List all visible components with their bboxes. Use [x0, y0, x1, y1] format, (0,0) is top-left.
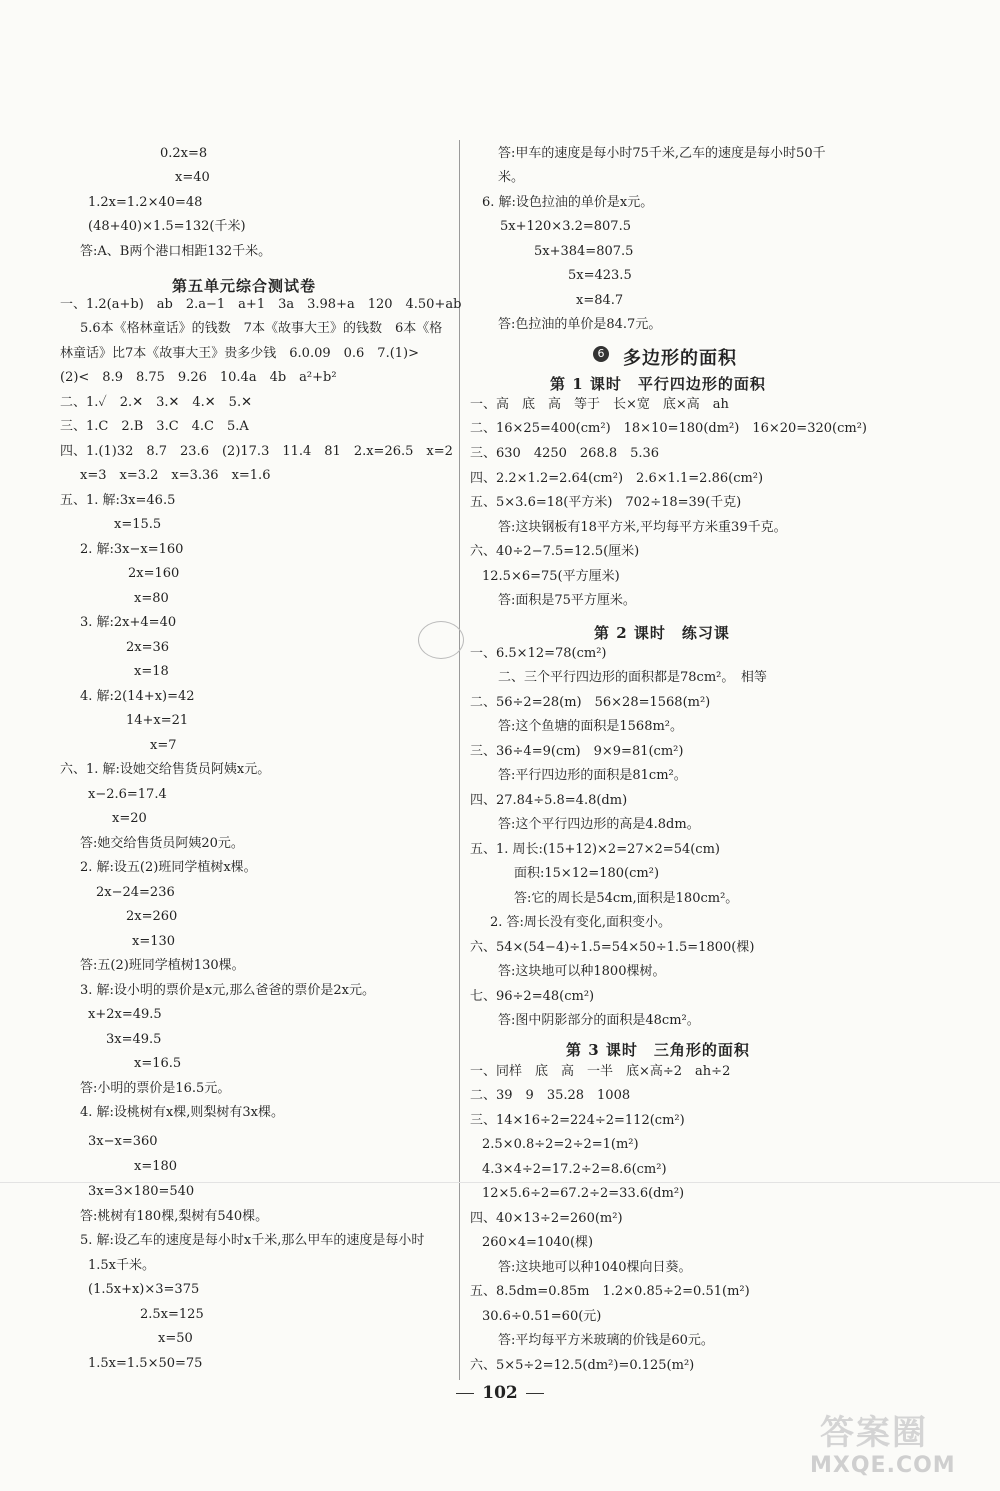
text-line: 260×4=1040(棵) — [482, 1235, 594, 1250]
text-line: 答:这块钢板有18平方米,平均每平方米重39千克。 — [498, 520, 787, 535]
text-line: 5x+384=807.5 — [534, 244, 634, 259]
text-line: 四、2.2×1.2=2.64(cm²) 2.6×1.1=2.86(cm²) — [470, 471, 764, 486]
text-line: 6. 解:设色拉油的单价是x元。 — [482, 195, 654, 210]
text-line: 4.3×4÷2=17.2÷2=8.6(cm²) — [482, 1162, 667, 1177]
text-line: 2. 解:3x−x=160 — [80, 542, 184, 557]
text-line: 二、39 9 35.28 1008 — [470, 1088, 631, 1103]
text-line: 3. 解:2x+4=40 — [80, 615, 177, 630]
page-number — [440, 1383, 560, 1403]
chapter-title: 多边形的面积 — [623, 348, 737, 369]
text-line: 答:桃树有180棵,梨树有540棵。 — [80, 1209, 269, 1224]
text-line: (1.5x+x)×3=375 — [88, 1282, 200, 1297]
text-line: 2x−24=236 — [96, 885, 175, 900]
text-line: x=15.5 — [114, 517, 162, 532]
text-line: 3x−x=360 — [88, 1134, 158, 1149]
text-line: 答:这块地可以种1040棵向日葵。 — [498, 1260, 692, 1275]
text-line: 五、1. 解:3x=46.5 — [60, 493, 176, 508]
text-line: x=50 — [158, 1331, 193, 1346]
page-fold-line — [0, 1182, 1000, 1183]
text-line: 12.5×6=75(平方厘米) — [482, 569, 620, 584]
text-line: 四、1.(1)32 8.7 23.6 (2)17.3 11.4 81 2.x=26.5 x=2 — [60, 444, 453, 459]
text-line: 1.2x=1.2×40=48 — [88, 195, 203, 210]
text-line: 一、高 底 高 等于 长×宽 底×高 ah — [470, 397, 729, 412]
text-line: 答:A、B两个港口相距132千米。 — [80, 244, 272, 259]
text-line: 答:这块地可以种1800棵树。 — [498, 964, 666, 979]
text-line: 三、1.C 2.B 3.C 4.C 5.A — [60, 419, 249, 434]
text-line: 2.5×0.8÷2=2÷2=1(m²) — [482, 1137, 639, 1152]
text-line: 答:这个平行四边形的高是4.8dm。 — [498, 817, 700, 832]
text-line: 六、40÷2−7.5=12.5(厘米) — [470, 544, 640, 559]
text-line: x=130 — [132, 934, 176, 949]
text-line: 三、14×16÷2=224÷2=112(cm²) — [470, 1113, 685, 1128]
text-line: 5x=423.5 — [568, 268, 632, 283]
text-line: 答:平行四边形的面积是81cm²。 — [498, 768, 687, 783]
text-line: x+2x=49.5 — [88, 1007, 162, 1022]
text-line: 六、54×(54−4)÷1.5=54×50÷1.5=1800(棵) — [470, 940, 755, 955]
text-line: 2.5x=125 — [140, 1307, 204, 1322]
text-line: 二、16×25=400(cm²) 18×10=180(dm²) 16×20=320(cm²) — [470, 421, 867, 436]
text-line: x=7 — [150, 738, 177, 753]
page-number-text: 102 — [482, 1383, 518, 1403]
text-line: x=16.5 — [134, 1056, 182, 1071]
text-line: 二、56÷2=28(m) 56×28=1568(m²) — [470, 695, 711, 710]
text-line: 七、96÷2=48(cm²) — [470, 989, 595, 1004]
chapter-number-badge: 6 — [593, 346, 609, 362]
text-line: 答:色拉油的单价是84.7元。 — [498, 317, 662, 332]
text-line: x=18 — [134, 664, 169, 679]
text-line: (2)< 8.9 8.75 9.26 10.4a 4b a²+b² — [60, 370, 337, 385]
text-line: 答:图中阴影部分的面积是48cm²。 — [498, 1013, 700, 1028]
text-line: x=84.7 — [576, 293, 624, 308]
text-line: 4. 解:设桃树有x棵,则梨树有3x棵。 — [80, 1105, 284, 1120]
text-line: 3x=49.5 — [106, 1032, 162, 1047]
text-line: x=80 — [134, 591, 169, 606]
lesson-heading: 第 3 课时 三角形的面积 — [566, 1041, 750, 1059]
text-line: 四、27.84÷5.8=4.8(dm) — [470, 793, 628, 808]
text-line: 3. 解:设小明的票价是x元,那么爸爸的票价是2x元。 — [80, 983, 375, 998]
text-line: 2. 解:设五(2)班同学植树x棵。 — [80, 860, 257, 875]
text-line: 一、同样 底 高 一半 底×高÷2 ah÷2 — [470, 1064, 731, 1079]
text-line: 答:平均每平方米玻璃的价钱是60元。 — [498, 1333, 714, 1348]
stamp-mark — [418, 621, 464, 659]
text-line: x−2.6=17.4 — [88, 787, 167, 802]
section-heading: 第五单元综合测试卷 — [172, 277, 317, 295]
text-line: (48+40)×1.5=132(千米) — [88, 219, 246, 234]
text-line: 答:面积是75平方厘米。 — [498, 593, 636, 608]
text-line: 五、8.5dm=0.85m 1.2×0.85÷2=0.51(m²) — [470, 1284, 750, 1299]
text-line: 答:她交给售货员阿姨20元。 — [80, 836, 244, 851]
watermark — [800, 1405, 990, 1485]
watermark-logo: 答案圈 — [820, 1413, 928, 1453]
text-line: 三、630 4250 268.8 5.36 — [470, 446, 660, 461]
text-line: 六、1. 解:设她交给售货员阿姨x元。 — [60, 762, 271, 777]
text-line: 4. 解:2(14+x)=42 — [80, 689, 195, 704]
watermark-site: MXQE.COM — [810, 1453, 956, 1478]
text-line: 2x=260 — [126, 909, 178, 924]
text-line: 3x=3×180=540 — [88, 1184, 195, 1199]
text-line: 林童话》比7本《故事大王》贵多少钱 6.0.09 0.6 7.(1)> — [60, 346, 420, 361]
text-line: 2. 答:周长没有变化,面积变小。 — [490, 915, 672, 930]
text-line: 三、36÷4=9(cm) 9×9=81(cm²) — [470, 744, 684, 759]
text-line: 五、1. 周长:(15+12)×2=27×2=54(cm) — [470, 842, 720, 857]
text-line: 2x=36 — [126, 640, 170, 655]
text-line: 面积:15×12=180(cm²) — [514, 866, 660, 881]
text-line: 2x=160 — [128, 566, 180, 581]
column-divider — [459, 140, 460, 1380]
text-line: 答:甲车的速度是每小时75千米,乙车的速度是每小时50千 — [498, 146, 826, 161]
text-line: x=180 — [134, 1159, 178, 1174]
text-line: 5x+120×3.2=807.5 — [500, 219, 631, 234]
text-line: 0.2x=8 — [160, 146, 208, 161]
lesson-heading: 第 2 课时 练习课 — [594, 624, 730, 642]
text-line: 一、1.2(a+b) ab 2.a−1 a+1 3a 3.98+a 120 4.50+ab — [60, 297, 462, 312]
text-line: 二、1.✓ 2.✕ 3.✕ 4.✕ 5.✕ — [60, 395, 252, 410]
text-line: 答:小明的票价是16.5元。 — [80, 1081, 231, 1096]
text-line: 14+x=21 — [126, 713, 189, 728]
text-line: 1.5x千米。 — [88, 1258, 156, 1273]
text-line: 5.6本《格林童话》的钱数 7本《故事大王》的钱数 6本《格 — [80, 321, 443, 336]
text-line: 六、5×5÷2=12.5(dm²)=0.125(m²) — [470, 1358, 695, 1373]
text-line: x=40 — [175, 170, 210, 185]
text-line: 答:它的周长是54cm,面积是180cm²。 — [514, 891, 739, 906]
text-line: 答:五(2)班同学植树130棵。 — [80, 958, 245, 973]
text-line: 30.6÷0.51=60(元) — [482, 1309, 602, 1324]
text-line: 12×5.6÷2=67.2÷2=33.6(dm²) — [482, 1186, 685, 1201]
text-line: x=3 x=3.2 x=3.36 x=1.6 — [80, 468, 271, 483]
text-line: 四、40×13÷2=260(m²) — [470, 1211, 623, 1226]
text-line: x=20 — [112, 811, 147, 826]
text-line: 米。 — [498, 170, 525, 185]
text-line: 答:这个鱼塘的面积是1568m²。 — [498, 719, 684, 734]
text-line: 1.5x=1.5×50=75 — [88, 1356, 203, 1371]
lesson-heading: 第 1 课时 平行四边形的面积 — [550, 375, 766, 393]
text-line: 5. 解:设乙车的速度是每小时x千米,那么甲车的速度是每小时 — [80, 1233, 425, 1248]
text-line: 五、5×3.6=18(平方米) 702÷18=39(千克) — [470, 495, 742, 510]
text-line: 二、三个平行四边形的面积都是78cm²。 相等 — [498, 670, 767, 685]
text-line: 一、6.5×12=78(cm²) — [470, 646, 607, 661]
